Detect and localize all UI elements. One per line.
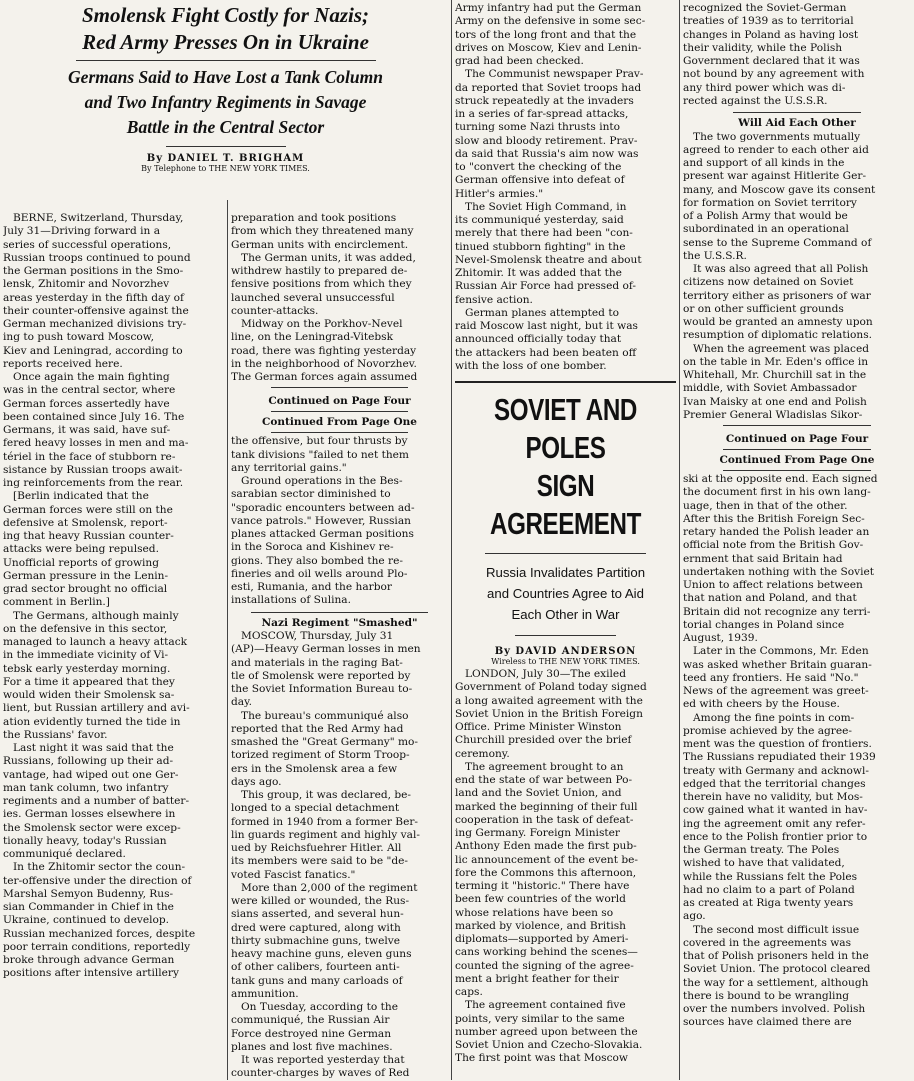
paragraph: The Soviet High Command, in its communiqué yesterday, said merely that there had been "con- tinued stubborn fighting" in the Nevel-Smolensk theatre and about Zhitomir. It was added that the Russian Air Force had pressed of- fensive action. — [455, 200, 642, 306]
paragraph: German planes attempted to raid Moscow last night, but it was announced officially today that the attackers had been beaten off with the loss of one bomber. — [455, 306, 638, 372]
divider — [251, 612, 428, 613]
paragraph: In the Zhitomir sector the coun- ter-offensive under the direction of Marshal Semyon Budenny, Rus- sian Commander in Chief in the Ukraine, continued to develop. Russian mechanized forces, despite poor terrain conditions, reportedly broke through advance German positions after intensive artillery — [3, 861, 196, 980]
second-deck: Russia Invalidates Partition and Countries Agree to Aid Each Other in War — [485, 565, 646, 622]
paragraph: Ground operations in the Bes- sarabian sector diminished to "sporadic encounters between ad- vance patrols." However, Russian planes attacked German positions in the Soroca and Kishinev re- gions. They also bombed the re- fineries and oil wells around Plo- esti, Rumania, and the harbor installations of Sulina. — [231, 475, 415, 607]
paragraph: Last night it was said that the Russians, following up their ad- vantage, had wiped out one Ger- man tank column, two infantry regiments and a number of batter- ies. German losses elsewhere in the Smolensk sector were excep- tionally heavy, today's Russian communiqué declared. — [3, 742, 190, 860]
paragraph: The two governments mutually agreed to render to each other aid and support of all kinds in the present war against Hitlerite Ger- many, and Moscow gave its consent for formation on Soviet territory of a Polish Army that would be subordinated in an operational sense to the Supreme Command of the U.S.S.R. — [683, 130, 876, 262]
paragraph: The agreement contained five points, very similar to the same number agreed upon between the Soviet Union and Czecho-Slovakia. The first point was that Moscow — [455, 999, 643, 1065]
divider — [76, 60, 376, 61]
col2-body-cont — [231, 435, 448, 607]
paragraph: When the agreement was placed on the table in Mr. Eden's office in Whitehall, Mr. Churchill sat in the middle, with Soviet Ambassador Ivan Maisky at one end and Polish Premier General Wladislas Sikor- — [683, 342, 870, 421]
continued-on-label: Continued on Page Four — [268, 395, 411, 408]
second-byline: By DAVID ANDERSON — [494, 646, 637, 657]
paragraph: Later in the Commons, Mr. Eden was asked whether Britain guaran- teed any frontiers. He said "No." News of the agreement was greet- ed with cheers by the House. — [683, 645, 872, 711]
col2-subhead: Nazi Regiment "Smashed" — [261, 616, 418, 629]
col3-body — [455, 2, 676, 373]
second-headline-wrap — [455, 383, 676, 547]
col3-body-second — [455, 668, 676, 1066]
paragraph: recognized the Soviet-German treaties of 1939 as to territorial changes in Poland as having lost their validity, while the Polish Government declared that it was not bound by any agreement with any third power which was di- rected against the U.S.S.R. — [683, 2, 865, 107]
paragraph: It was also agreed that all Polish citizens now detained on Soviet territory either as prisoners of war or on other sufficient grounds would be granted an amnesty upon resumption of diplomatic relations. — [683, 263, 873, 342]
column-rule — [451, 0, 452, 1080]
paragraph: Among the fine points in com- promise achieved by the agree- ment was the question of frontiers. The Russians repudiated their 1939 treaty with Germany and acknowl- edged that the territorial changes therein have no validity, but Mos- cow gained what it wanted in hav- ing the agreement omit any refer- ence to the Polish frontier prior to the German treaty. The Poles wished to have that validated, while the Russians felt the Poles had no claim to a part of Poland as created at Riga twenty years ago. — [683, 711, 876, 923]
paragraph: ski at the opposite end. Each signed the document first in his own lang- uage, then in that of the other. After this the British Foreign Sec- retary handed the Polish leader an official note from the British Gov- ernment that said Britain had undertaken nothing with the Soviet Union to affect relations between that nation and Poland, and that Britain did not recognize any terri- torial changes in Poland since August, 1939. — [683, 473, 878, 644]
paragraph: preparation and took positions from which they threatened many German units with encirclement. — [231, 212, 414, 251]
col2-body-top — [231, 212, 448, 384]
col4-subhead: Will Aid Each Other — [738, 117, 856, 129]
paragraph: It was reported yesterday that counter-charges by waves of Red — [231, 1054, 410, 1080]
col4-body-mid — [683, 131, 911, 423]
divider — [723, 425, 871, 426]
paragraph: The bureau's communiqué also reported that the Red Army had smashed the "Great Germany" mo- torized regiment of Storm Troop- ers in the Smolensk area a few days ago. — [231, 709, 419, 788]
paragraph: [Berlin indicated that the German forces were still on the defensive at Smolensk, report- ing that heavy Russian counter- attacks were being repulsed. Unofficial reports of growing German pressure in the Lenin- grad sector brought no official comment in Berlin.] — [3, 490, 174, 609]
divider — [271, 387, 408, 388]
main-byline: By DANIEL T. BRIGHAM — [146, 153, 305, 164]
divider — [271, 432, 408, 433]
col1-body — [3, 212, 223, 981]
continued-from-label: Continued From Page One — [262, 416, 417, 429]
column-4 — [683, 2, 911, 1030]
column-rule — [679, 0, 680, 1080]
divider — [166, 146, 286, 147]
paragraph: Once again the main fighting was in the central sector, where German forces assertedly have been contained since July 16. The Germans, it was said, have suf- fered heavy losses in men and ma- tériel in the face of stubborn re- sistance by Russian troops await- ing reinforcements from the rear. — [3, 371, 189, 489]
column-1 — [3, 212, 223, 981]
main-headline-block — [0, 0, 451, 175]
paragraph: the offensive, but four thrusts by tank divisions "failed to net them any territorial gains." — [231, 435, 409, 474]
divider — [733, 112, 861, 113]
col2-body-bottom — [231, 630, 448, 1081]
paragraph: More than 2,000 of the regiment were killed or wounded, the Rus- sians asserted, and several hun- dred were captured, along with thirty submachine guns, twelve heavy machine guns, eleven guns of other calibers, fourteen anti- tank guns and many carloads of ammunition. — [231, 881, 418, 1000]
second-byline-note: Wireless to THE NEW YORK TIMES. — [491, 657, 640, 666]
column-3 — [455, 2, 676, 1066]
divider — [485, 553, 646, 554]
col4-body-top — [683, 2, 911, 108]
col4-body-bottom — [683, 473, 911, 1030]
continued-on-label-2: Continued on Page Four — [725, 433, 869, 445]
main-byline-note: By Telephone to THE NEW YORK TIMES. — [141, 164, 310, 173]
main-headline: Smolensk Fight Costly for Nazis; Red Army Presses On in Ukraine — [81, 3, 370, 54]
divider — [723, 470, 871, 471]
paragraph: On Tuesday, according to the communiqué, the Russian Air Force destroyed nine German planes and lost five machines. — [231, 1001, 398, 1053]
paragraph: The Germans, although mainly on the defensive in this sector, managed to launch a heavy attack in the immediate vicinity of Vi- tebsk early yesterday morning. For a time it appeared that they would widen their Smolensk sa- lient, but Russian artillery and avi- ation evidently turned the tide in the Russians' favor. — [3, 609, 190, 741]
main-subheadline: Germans Said to Have Lost a Tank Column and Two Infantry Regiments in Savage Battle in the Central Sector — [68, 67, 383, 137]
column-2 — [231, 212, 448, 1081]
column-rule — [227, 200, 228, 1080]
paragraph: BERNE, Switzerland, Thursday, July 31—Driving forward in a series of successful operations, Russian troops continued to pound the German positions in the Smo- lensk, Zhitomir and Novorzhev areas yesterday in the fifth day of their counter-offensive against the German mechanized divisions try- ing to push toward Moscow, Kiev and Leningrad, according to reports received here. — [3, 212, 191, 370]
paragraph: The agreement brought to an end the state of war between Po- land and the Soviet Union, and marked the beginning of their full cooperation in the task of defeat- ing Germany. Foreign Minister Anthony Eden made the first pub- lic announcement of the event be- fore the Commons this afternoon, terming it "historic." There have been few countries of the world whose relations have been so marked by violence, and British diplomats—supported by Ameri- cans working behind the scenes— counted the signing of the agree- ment a bright feather for their caps. — [455, 760, 639, 998]
paragraph: LONDON, July 30—The exiled Government of Poland today signed a long awaited agreement with the Soviet Union in the British Foreign Office. Prime Minister Winston Churchill presided over the brief ceremony. — [455, 668, 647, 760]
paragraph: The second most difficult issue covered in the agreements was that of Polish prisoners held in the Soviet Union. The protocol cleared the way for a settlement, although there is bound to be wrangling over the numbers involved. Polish sources have claimed there are — [683, 923, 871, 1029]
paragraph: This group, it was declared, be- longed to a special detachment formed in 1940 from a former Ber- lin guards regiment and highly val- ued by Reichsfuehrer Hitler. All its members were said to be "de- voted Fascist fanatics." — [231, 789, 420, 881]
paragraph: MOSCOW, Thursday, July 31 (AP)—Heavy German losses in men and materials in the raging Bat- tle of Smolensk were reported by the Soviet Information Bureau to- day. — [231, 630, 421, 709]
paragraph: The German units, it was added, withdrew hastily to prepared de- fensive positions from which they launched several unsuccessful counter-attacks. — [231, 251, 416, 317]
continued-from-label-2: Continued From Page One — [719, 454, 875, 466]
second-headline: SOVIET AND POLES SIGN AGREEMENT — [489, 392, 641, 541]
paragraph: Midway on the Porkhov-Nevel line, on the Leningrad-Vitebsk road, there was fighting yesterday in the neighborhood of Novorzhev. The German forces again assumed — [231, 318, 418, 383]
paragraph: The Communist newspaper Prav- da reported that Soviet troops had struck repeatedly at the invaders in a series of far-spread attacks, turning some Nazi thrusts into slow and bloody retirement. Prav- da said that Russia's aim now was to "convert the checking of the German offensive into defeat of Hitler's armies." — [455, 68, 644, 200]
divider — [515, 635, 616, 636]
paragraph: Army infantry had put the German Army on the defensive in some sec- tors of the long front and that the drives on Moscow, Kiev and Lenin- grad had been checked. — [455, 2, 646, 67]
